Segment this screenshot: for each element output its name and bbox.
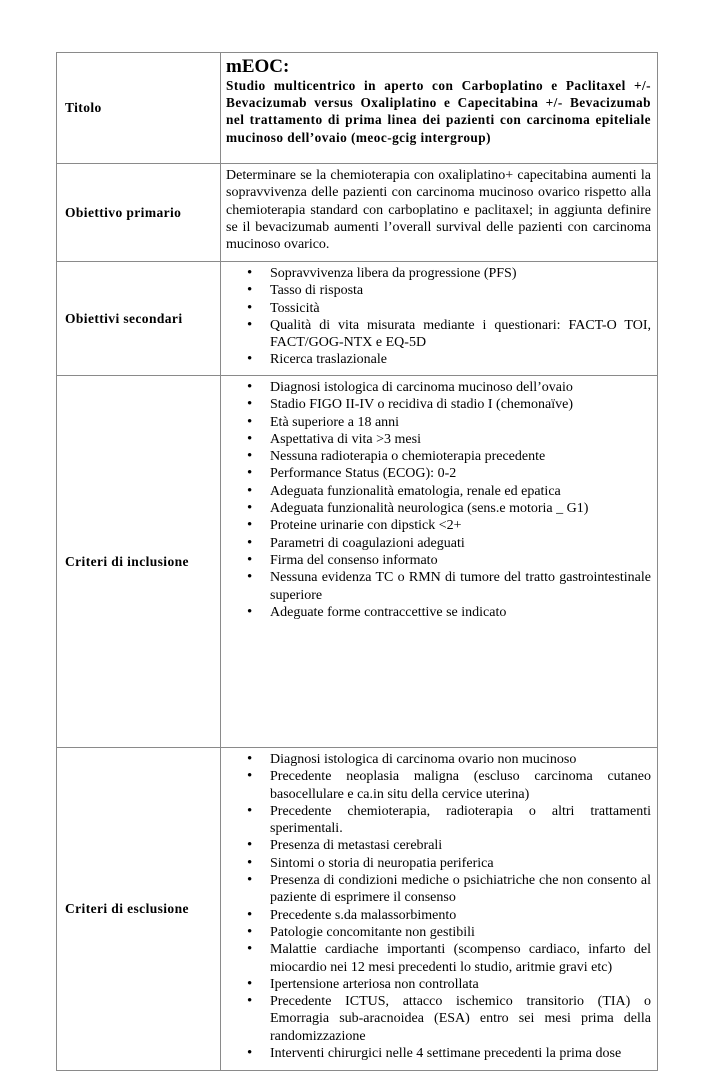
content-criteri-inclusione (221, 376, 658, 748)
list-item: • Firma del consenso informato (226, 552, 651, 569)
list-item: • Qualità di vita misurata mediante i questionari: FACT-O TOI, FACT/GOG-NTX e EQ-5D (226, 317, 651, 352)
row-titolo (57, 53, 658, 164)
label-obiettivi-secondari: Obiettivi secondari (57, 262, 221, 376)
list-item: • Diagnosi istologica di carcinoma ovario non mucinoso (226, 751, 651, 768)
list-item: • Stadio FIGO II-IV o recidiva di stadio I (chemonaïve) (226, 396, 651, 413)
content-obiettivo-primario (221, 164, 658, 262)
label-obiettivo-primario: Obiettivo primario (57, 164, 221, 262)
list-item: • Interventi chirurgici nelle 4 settimane precedenti la prima dose (226, 1045, 651, 1062)
list-item: • Nessuna radioterapia o chemioterapia precedente (226, 448, 651, 465)
row-obiettivo-primario (57, 164, 658, 262)
list-item: • Ipertensione arteriosa non controllata (226, 976, 651, 993)
label-criteri-esclusione: Criteri di esclusione (57, 748, 221, 1071)
content-criteri-esclusione (221, 748, 658, 1071)
list-item: • Tossicità (226, 300, 651, 317)
list-item: • Ricerca traslazionale (226, 351, 651, 368)
primary-objective-text: Determinare se la chemioterapia con oxaliplatino+ capecitabina aumenti la sopravvivenza delle pazienti con carcinoma mucinoso ovarico rispetto alla chemioterapia standard con carboplatino e paclitaxel; in aggiunta definire se il bevacizumab aumenti l’overall survival delle pazienti con carcinoma mucinoso ovarico. (226, 168, 651, 253)
list-item: • Performance Status (ECOG): 0-2 (226, 465, 651, 482)
list-item: • Precedente chemioterapia, radioterapia o altri trattamenti sperimentali. (226, 803, 651, 838)
list-item: • Diagnosi istologica di carcinoma mucinoso dell’ovaio (226, 379, 651, 396)
list-item: • Proteine urinarie con dipstick <2+ (226, 517, 651, 534)
label-titolo: Titolo (57, 53, 221, 164)
label-criteri-inclusione: Criteri di inclusione (57, 376, 221, 748)
row-obiettivi-secondari (57, 262, 658, 376)
list-item: • Nessuna evidenza TC o RMN di tumore del tratto gastrointestinale superiore (226, 569, 651, 604)
list-item: • Adeguate forme contraccettive se indicato (226, 604, 651, 621)
list-item: • Parametri di coagulazioni adeguati (226, 535, 651, 552)
list-item: • Età superiore a 18 anni (226, 414, 651, 431)
protocol-summary-table (56, 52, 658, 1071)
study-acronym: mEOC: (226, 56, 290, 77)
list-item: • Precedente s.da malassorbimento (226, 907, 651, 924)
list-item: • Sintomi o storia di neuropatia periferica (226, 855, 651, 872)
list-item: • Precedente ICTUS, attacco ischemico transitorio (TIA) o Emorragia sub-aracnoidea (ESA) entro sei mesi prima della randomizzazione (226, 993, 651, 1045)
list-item: • Patologie concomitante non gestibili (226, 924, 651, 941)
list-item: • Presenza di metastasi cerebrali (226, 837, 651, 854)
inclusion-criteria-list (226, 379, 651, 621)
content-titolo (221, 53, 658, 164)
list-item: • Sopravvivenza libera da progressione (PFS) (226, 265, 651, 282)
list-item: • Adeguata funzionalità neurologica (sens.e motoria _ G1) (226, 500, 651, 517)
row-criteri-inclusione (57, 376, 658, 748)
secondary-objectives-list (226, 265, 651, 369)
study-full-title: Studio multicentrico in aperto con Carboplatino e Paclitaxel +/- Bevacizumab versus Oxaliplatino e Capecitabina +/- Bevacizumab nel trattamento di prima linea dei pazienti con carcinoma epiteliale mucinoso dell’ovaio (meoc-gcig intergroup) (226, 78, 651, 145)
list-item: • Malattie cardiache importanti (scompenso cardiaco, infarto del miocardio nei 12 mesi precedenti lo studio, aritmie gravi etc) (226, 941, 651, 976)
list-item: • Adeguata funzionalità ematologia, renale ed epatica (226, 483, 651, 500)
list-item: • Aspettativa di vita >3 mesi (226, 431, 651, 448)
list-item: • Tasso di risposta (226, 282, 651, 299)
exclusion-criteria-list (226, 751, 651, 1062)
row-criteri-esclusione (57, 748, 658, 1071)
list-item: • Presenza di condizioni mediche o psichiatriche che non consento al paziente di esprimere il consenso (226, 872, 651, 907)
list-item: • Precedente neoplasia maligna (escluso carcinoma cutaneo basocellulare e ca.in situ della cervice uterina) (226, 768, 651, 803)
content-obiettivi-secondari (221, 262, 658, 376)
